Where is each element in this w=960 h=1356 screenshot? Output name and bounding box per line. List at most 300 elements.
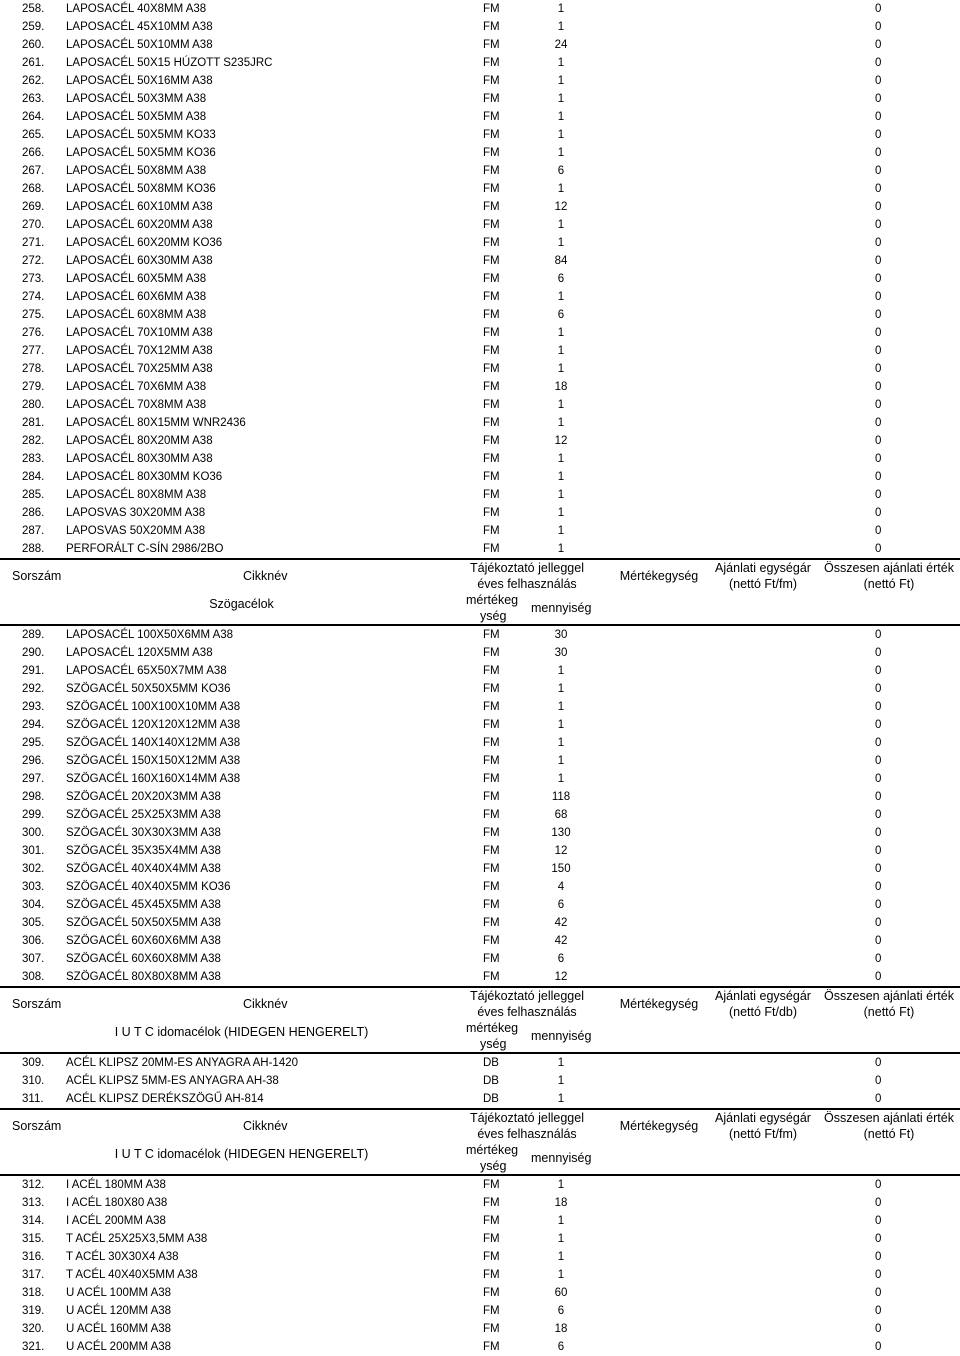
header-mertekeg-2: ység — [480, 1037, 507, 1051]
offer-value: 0 — [875, 525, 882, 537]
item-name: LAPOSACÉL 50X15 HÚZOTT S235JRC — [66, 57, 273, 69]
offer-value: 0 — [875, 881, 882, 893]
offer-value: 0 — [875, 21, 882, 33]
table-row — [0, 288, 960, 306]
item-name: LAPOSACÉL 70X6MM A38 — [66, 381, 207, 393]
row-number: 270. — [22, 219, 45, 231]
table-row — [0, 18, 960, 36]
unit: FM — [483, 525, 500, 537]
quantity: 1 — [557, 1269, 565, 1281]
row-number: 278. — [22, 363, 45, 375]
quantity: 1 — [557, 1215, 565, 1227]
unit: FM — [483, 471, 500, 483]
quantity: 1 — [557, 111, 565, 123]
quantity: 1 — [557, 489, 565, 501]
row-number: 286. — [22, 507, 45, 519]
quantity: 6 — [557, 1305, 565, 1317]
table-row — [0, 1266, 960, 1284]
quantity: 18 — [554, 1197, 568, 1209]
header-price-unit: (nettó Ft/fm) — [728, 1127, 798, 1141]
item-name: SZÖGACÉL 60X60X6MM A38 — [66, 935, 221, 947]
row-number: 295. — [22, 737, 45, 749]
table-row — [0, 378, 960, 396]
row-number: 306. — [22, 935, 45, 947]
unit: FM — [483, 111, 500, 123]
item-name: LAPOSACÉL 60X6MM A38 — [66, 291, 207, 303]
unit: FM — [483, 39, 500, 51]
table-row — [0, 1230, 960, 1248]
offer-value: 0 — [875, 1215, 882, 1227]
row-number: 273. — [22, 273, 45, 285]
quantity: 1 — [557, 291, 565, 303]
quantity: 1 — [557, 93, 565, 105]
table-row — [0, 414, 960, 432]
quantity: 1 — [557, 507, 565, 519]
quantity: 1 — [557, 129, 565, 141]
row-number: 320. — [22, 1323, 45, 1335]
offer-value: 0 — [875, 3, 882, 15]
quantity: 1 — [557, 773, 565, 785]
quantity: 1 — [557, 219, 565, 231]
unit: FM — [483, 435, 500, 447]
item-name: SZÖGACÉL 20X20X3MM A38 — [66, 791, 221, 803]
row-number: 280. — [22, 399, 45, 411]
unit: FM — [483, 363, 500, 375]
table-row — [0, 950, 960, 968]
unit: FM — [483, 701, 500, 713]
offer-value: 0 — [875, 971, 882, 983]
row-number: 266. — [22, 147, 45, 159]
table-row — [0, 1090, 960, 1108]
row-number: 287. — [22, 525, 45, 537]
table-row — [0, 1284, 960, 1302]
unit: DB — [483, 1075, 499, 1087]
header-osszesen: Összesen ajánlati érték — [824, 1111, 954, 1125]
offer-value: 0 — [875, 683, 882, 695]
column-header — [0, 558, 960, 626]
header-netto-ft: (nettó Ft) — [863, 577, 915, 591]
unit: FM — [483, 719, 500, 731]
quantity: 1 — [557, 525, 565, 537]
offer-value: 0 — [875, 255, 882, 267]
item-name: LAPOSACÉL 60X20MM KO36 — [66, 237, 223, 249]
item-name: LAPOSACÉL 100X50X6MM A38 — [66, 629, 234, 641]
header-mertekeg-2: ység — [480, 609, 507, 623]
offer-value: 0 — [875, 719, 882, 731]
offer-value: 0 — [875, 111, 882, 123]
row-number: 305. — [22, 917, 45, 929]
item-name: LAPOSACÉL 50X10MM A38 — [66, 39, 213, 51]
row-number: 309. — [22, 1057, 45, 1069]
header-netto-ft: (nettó Ft) — [863, 1127, 915, 1141]
unit: FM — [483, 381, 500, 393]
item-name: LAPOSACÉL 80X15MM WNR2436 — [66, 417, 246, 429]
item-name: SZÖGACÉL 50X50X5MM A38 — [66, 917, 221, 929]
row-number: 303. — [22, 881, 45, 893]
offer-value: 0 — [875, 845, 882, 857]
unit: FM — [483, 147, 500, 159]
quantity: 30 — [554, 647, 568, 659]
row-number: 311. — [22, 1093, 44, 1105]
table-row — [0, 0, 960, 18]
item-name: SZÖGACÉL 60X60X8MM A38 — [66, 953, 221, 965]
item-name: SZÖGACÉL 160X160X14MM A38 — [66, 773, 241, 785]
quantity: 12 — [554, 201, 568, 213]
item-name: LAPOSACÉL 50X5MM A38 — [66, 111, 207, 123]
unit: FM — [483, 971, 500, 983]
unit: FM — [483, 129, 500, 141]
offer-value: 0 — [875, 201, 882, 213]
header-cikknev: Cikknév — [243, 1119, 288, 1133]
table-row — [0, 896, 960, 914]
table-row — [0, 504, 960, 522]
quantity: 1 — [557, 183, 565, 195]
offer-value: 0 — [875, 93, 882, 105]
item-name: LAPOSACÉL 60X8MM A38 — [66, 309, 207, 321]
offer-value: 0 — [875, 165, 882, 177]
table-row — [0, 914, 960, 932]
quantity: 6 — [557, 309, 565, 321]
table-row — [0, 216, 960, 234]
table-row — [0, 1320, 960, 1338]
item-name: LAPOSACÉL 60X20MM A38 — [66, 219, 213, 231]
row-number: 319. — [22, 1305, 45, 1317]
row-number: 271. — [22, 237, 45, 249]
table-row — [0, 522, 960, 540]
unit: FM — [483, 309, 500, 321]
row-number: 300. — [22, 827, 45, 839]
table-row — [0, 468, 960, 486]
quantity: 68 — [554, 809, 568, 821]
quantity: 1 — [557, 57, 565, 69]
item-name: SZÖGACÉL 50X50X5MM KO36 — [66, 683, 231, 695]
unit: FM — [483, 665, 500, 677]
item-name: SZÖGACÉL 80X80X8MM A38 — [66, 971, 221, 983]
unit: FM — [483, 683, 500, 695]
quantity: 30 — [554, 629, 568, 641]
row-number: 318. — [22, 1287, 45, 1299]
unit: FM — [483, 237, 500, 249]
header-ajanlati-egysegar: Ajánlati egységár — [715, 989, 811, 1003]
unit: FM — [483, 57, 500, 69]
item-name: LAPOSACÉL 60X30MM A38 — [66, 255, 213, 267]
table-row — [0, 396, 960, 414]
quantity: 1 — [557, 737, 565, 749]
unit: FM — [483, 21, 500, 33]
offer-value: 0 — [875, 1341, 882, 1353]
item-name: LAPOSACÉL 80X30MM A38 — [66, 453, 213, 465]
table-row — [0, 324, 960, 342]
row-number: 304. — [22, 899, 45, 911]
quantity: 1 — [557, 543, 565, 555]
offer-value: 0 — [875, 75, 882, 87]
row-number: 258. — [22, 3, 45, 15]
offer-value: 0 — [875, 935, 882, 947]
table-row — [0, 306, 960, 324]
offer-value: 0 — [875, 809, 882, 821]
row-number: 275. — [22, 309, 45, 321]
item-name: ACÉL KLIPSZ 5MM-ES ANYAGRA AH-38 — [66, 1075, 279, 1087]
offer-value: 0 — [875, 647, 882, 659]
item-name: LAPOSACÉL 50X3MM A38 — [66, 93, 207, 105]
quantity: 4 — [557, 881, 565, 893]
table-row — [0, 72, 960, 90]
offer-value: 0 — [875, 773, 882, 785]
item-name: U ACÉL 160MM A38 — [66, 1323, 172, 1335]
offer-value: 0 — [875, 453, 882, 465]
table-row — [0, 54, 960, 72]
offer-value: 0 — [875, 489, 882, 501]
quantity: 130 — [551, 827, 571, 839]
offer-value: 0 — [875, 1233, 882, 1245]
offer-value: 0 — [875, 1269, 882, 1281]
quantity: 6 — [557, 273, 565, 285]
unit: FM — [483, 201, 500, 213]
item-name: LAPOSACÉL 80X8MM A38 — [66, 489, 207, 501]
unit: FM — [483, 953, 500, 965]
header-category: I U T C idomacélok (HIDEGEN HENGERELT) — [114, 1147, 369, 1161]
row-number: 282. — [22, 435, 45, 447]
header-mennyiseg: mennyiség — [531, 1151, 592, 1165]
item-name: LAPOSVAS 30X20MM A38 — [66, 507, 206, 519]
quantity: 42 — [554, 935, 568, 947]
row-number: 259. — [22, 21, 45, 33]
row-number: 308. — [22, 971, 45, 983]
item-name: I ACÉL 200MM A38 — [66, 1215, 166, 1227]
header-tajekoztato-1: Tájékoztató jelleggel — [470, 1111, 584, 1125]
header-tajekoztato-1: Tájékoztató jelleggel — [470, 561, 584, 575]
item-name: LAPOSACÉL 40X8MM A38 — [66, 3, 207, 15]
row-number: 293. — [22, 701, 45, 713]
row-number: 301. — [22, 845, 45, 857]
header-mertekeg-1: mértékeg — [466, 1143, 519, 1157]
unit: FM — [483, 255, 500, 267]
row-number: 297. — [22, 773, 45, 785]
offer-value: 0 — [875, 327, 882, 339]
offer-value: 0 — [875, 917, 882, 929]
offer-value: 0 — [875, 219, 882, 231]
unit: FM — [483, 1323, 500, 1335]
offer-value: 0 — [875, 273, 882, 285]
unit: FM — [483, 327, 500, 339]
item-name: LAPOSACÉL 70X25MM A38 — [66, 363, 213, 375]
row-number: 274. — [22, 291, 45, 303]
item-name: LAPOSACÉL 70X8MM A38 — [66, 399, 207, 411]
table-row — [0, 360, 960, 378]
item-name: SZÖGACÉL 45X45X5MM A38 — [66, 899, 221, 911]
table-row — [0, 270, 960, 288]
header-sorszam: Sorszám — [12, 997, 62, 1011]
row-number: 290. — [22, 647, 45, 659]
item-name: ACÉL KLIPSZ 20MM-ES ANYAGRA AH-1420 — [66, 1057, 299, 1069]
item-name: LAPOSACÉL 80X20MM A38 — [66, 435, 213, 447]
item-name: ACÉL KLIPSZ DERÉKSZÖGŰ AH-814 — [66, 1093, 264, 1105]
unit: FM — [483, 845, 500, 857]
header-ajanlati-egysegar: Ajánlati egységár — [715, 561, 811, 575]
item-name: PERFORÁLT C-SÍN 2986/2BO — [66, 543, 224, 555]
row-number: 283. — [22, 453, 45, 465]
unit: FM — [483, 543, 500, 555]
offer-value: 0 — [875, 899, 882, 911]
offer-value: 0 — [875, 147, 882, 159]
table-row — [0, 1248, 960, 1266]
table-row — [0, 1194, 960, 1212]
header-mertekegyseg: Mértékegység — [619, 997, 699, 1011]
item-name: LAPOSVAS 50X20MM A38 — [66, 525, 206, 537]
quantity: 1 — [557, 1251, 565, 1263]
quantity: 1 — [557, 21, 565, 33]
offer-value: 0 — [875, 291, 882, 303]
unit: FM — [483, 1233, 500, 1245]
unit: FM — [483, 165, 500, 177]
row-number: 312. — [22, 1179, 45, 1191]
item-name: U ACÉL 200MM A38 — [66, 1341, 172, 1353]
table-row — [0, 878, 960, 896]
quantity: 1 — [557, 363, 565, 375]
table-row — [0, 162, 960, 180]
table-row — [0, 716, 960, 734]
offer-value: 0 — [875, 1287, 882, 1299]
table-row — [0, 342, 960, 360]
row-number: 281. — [22, 417, 45, 429]
table-row — [0, 734, 960, 752]
item-name: LAPOSACÉL 50X5MM KO33 — [66, 129, 216, 141]
quantity: 18 — [554, 1323, 568, 1335]
quantity: 1 — [557, 1057, 565, 1069]
unit: FM — [483, 507, 500, 519]
table-row — [0, 108, 960, 126]
table-row — [0, 252, 960, 270]
offer-value: 0 — [875, 129, 882, 141]
offer-value: 0 — [875, 471, 882, 483]
table-row — [0, 126, 960, 144]
row-number: 296. — [22, 755, 45, 767]
row-number: 268. — [22, 183, 45, 195]
quantity: 1 — [557, 3, 565, 15]
header-category: Szögacélok — [209, 597, 274, 611]
table-row — [0, 932, 960, 950]
offer-value: 0 — [875, 237, 882, 249]
unit: FM — [483, 917, 500, 929]
quantity: 12 — [554, 845, 568, 857]
header-mertekeg-1: mértékeg — [466, 593, 519, 607]
row-number: 291. — [22, 665, 45, 677]
header-cikknev: Cikknév — [243, 569, 288, 583]
table-row — [0, 432, 960, 450]
offer-value: 0 — [875, 791, 882, 803]
item-name: SZÖGACÉL 140X140X12MM A38 — [66, 737, 241, 749]
item-name: SZÖGACÉL 40X40X4MM A38 — [66, 863, 221, 875]
table-row — [0, 144, 960, 162]
header-mennyiseg: mennyiség — [531, 1029, 592, 1043]
row-number: 294. — [22, 719, 45, 731]
table-row — [0, 234, 960, 252]
unit: FM — [483, 935, 500, 947]
quantity: 1 — [557, 345, 565, 357]
quantity: 118 — [551, 791, 571, 803]
row-number: 289. — [22, 629, 45, 641]
item-name: LAPOSACÉL 50X8MM A38 — [66, 165, 207, 177]
quantity: 6 — [557, 165, 565, 177]
unit: FM — [483, 453, 500, 465]
offer-value: 0 — [875, 1197, 882, 1209]
row-number: 292. — [22, 683, 45, 695]
unit: FM — [483, 629, 500, 641]
header-mertekegyseg: Mértékegység — [619, 1119, 699, 1133]
unit: FM — [483, 1305, 500, 1317]
column-header — [0, 1108, 960, 1176]
item-name: I ACÉL 180MM A38 — [66, 1179, 166, 1191]
item-name: T ACÉL 40X40X5MM A38 — [66, 1269, 198, 1281]
table-row — [0, 1054, 960, 1072]
offer-value: 0 — [875, 435, 882, 447]
item-name: T ACÉL 30X30X4 A38 — [66, 1251, 179, 1263]
table-row — [0, 842, 960, 860]
row-number: 262. — [22, 75, 45, 87]
quantity: 1 — [557, 399, 565, 411]
quantity: 1 — [557, 237, 565, 249]
quantity: 150 — [551, 863, 571, 875]
row-number: 298. — [22, 791, 45, 803]
offer-value: 0 — [875, 863, 882, 875]
table-row — [0, 644, 960, 662]
table-row — [0, 90, 960, 108]
row-number: 314. — [22, 1215, 45, 1227]
unit: FM — [483, 219, 500, 231]
table-row — [0, 770, 960, 788]
row-number: 261. — [22, 57, 45, 69]
row-number: 277. — [22, 345, 45, 357]
unit: FM — [483, 773, 500, 785]
quantity: 84 — [554, 255, 568, 267]
unit: FM — [483, 1251, 500, 1263]
offer-value: 0 — [875, 827, 882, 839]
quantity: 1 — [557, 417, 565, 429]
offer-value: 0 — [875, 345, 882, 357]
row-number: 265. — [22, 129, 45, 141]
row-number: 279. — [22, 381, 45, 393]
header-osszesen: Összesen ajánlati érték — [824, 989, 954, 1003]
item-name: SZÖGACÉL 25X25X3MM A38 — [66, 809, 221, 821]
quantity: 24 — [554, 39, 568, 51]
offer-value: 0 — [875, 1305, 882, 1317]
row-number: 264. — [22, 111, 45, 123]
item-name: SZÖGACÉL 40X40X5MM KO36 — [66, 881, 231, 893]
offer-value: 0 — [875, 665, 882, 677]
unit: FM — [483, 291, 500, 303]
row-number: 307. — [22, 953, 45, 965]
offer-value: 0 — [875, 1057, 882, 1069]
offer-value: 0 — [875, 543, 882, 555]
table-row — [0, 788, 960, 806]
item-name: LAPOSACÉL 80X30MM KO36 — [66, 471, 223, 483]
table-row — [0, 824, 960, 842]
unit: FM — [483, 417, 500, 429]
table-row — [0, 36, 960, 54]
offer-value: 0 — [875, 1093, 882, 1105]
quantity: 1 — [557, 453, 565, 465]
item-name: LAPOSACÉL 45X10MM A38 — [66, 21, 213, 33]
offer-value: 0 — [875, 399, 882, 411]
item-name: LAPOSACÉL 50X5MM KO36 — [66, 147, 216, 159]
quantity: 1 — [557, 701, 565, 713]
item-name: U ACÉL 100MM A38 — [66, 1287, 172, 1299]
row-number: 302. — [22, 863, 45, 875]
quantity: 6 — [557, 899, 565, 911]
quantity: 18 — [554, 381, 568, 393]
unit: FM — [483, 75, 500, 87]
unit: FM — [483, 755, 500, 767]
